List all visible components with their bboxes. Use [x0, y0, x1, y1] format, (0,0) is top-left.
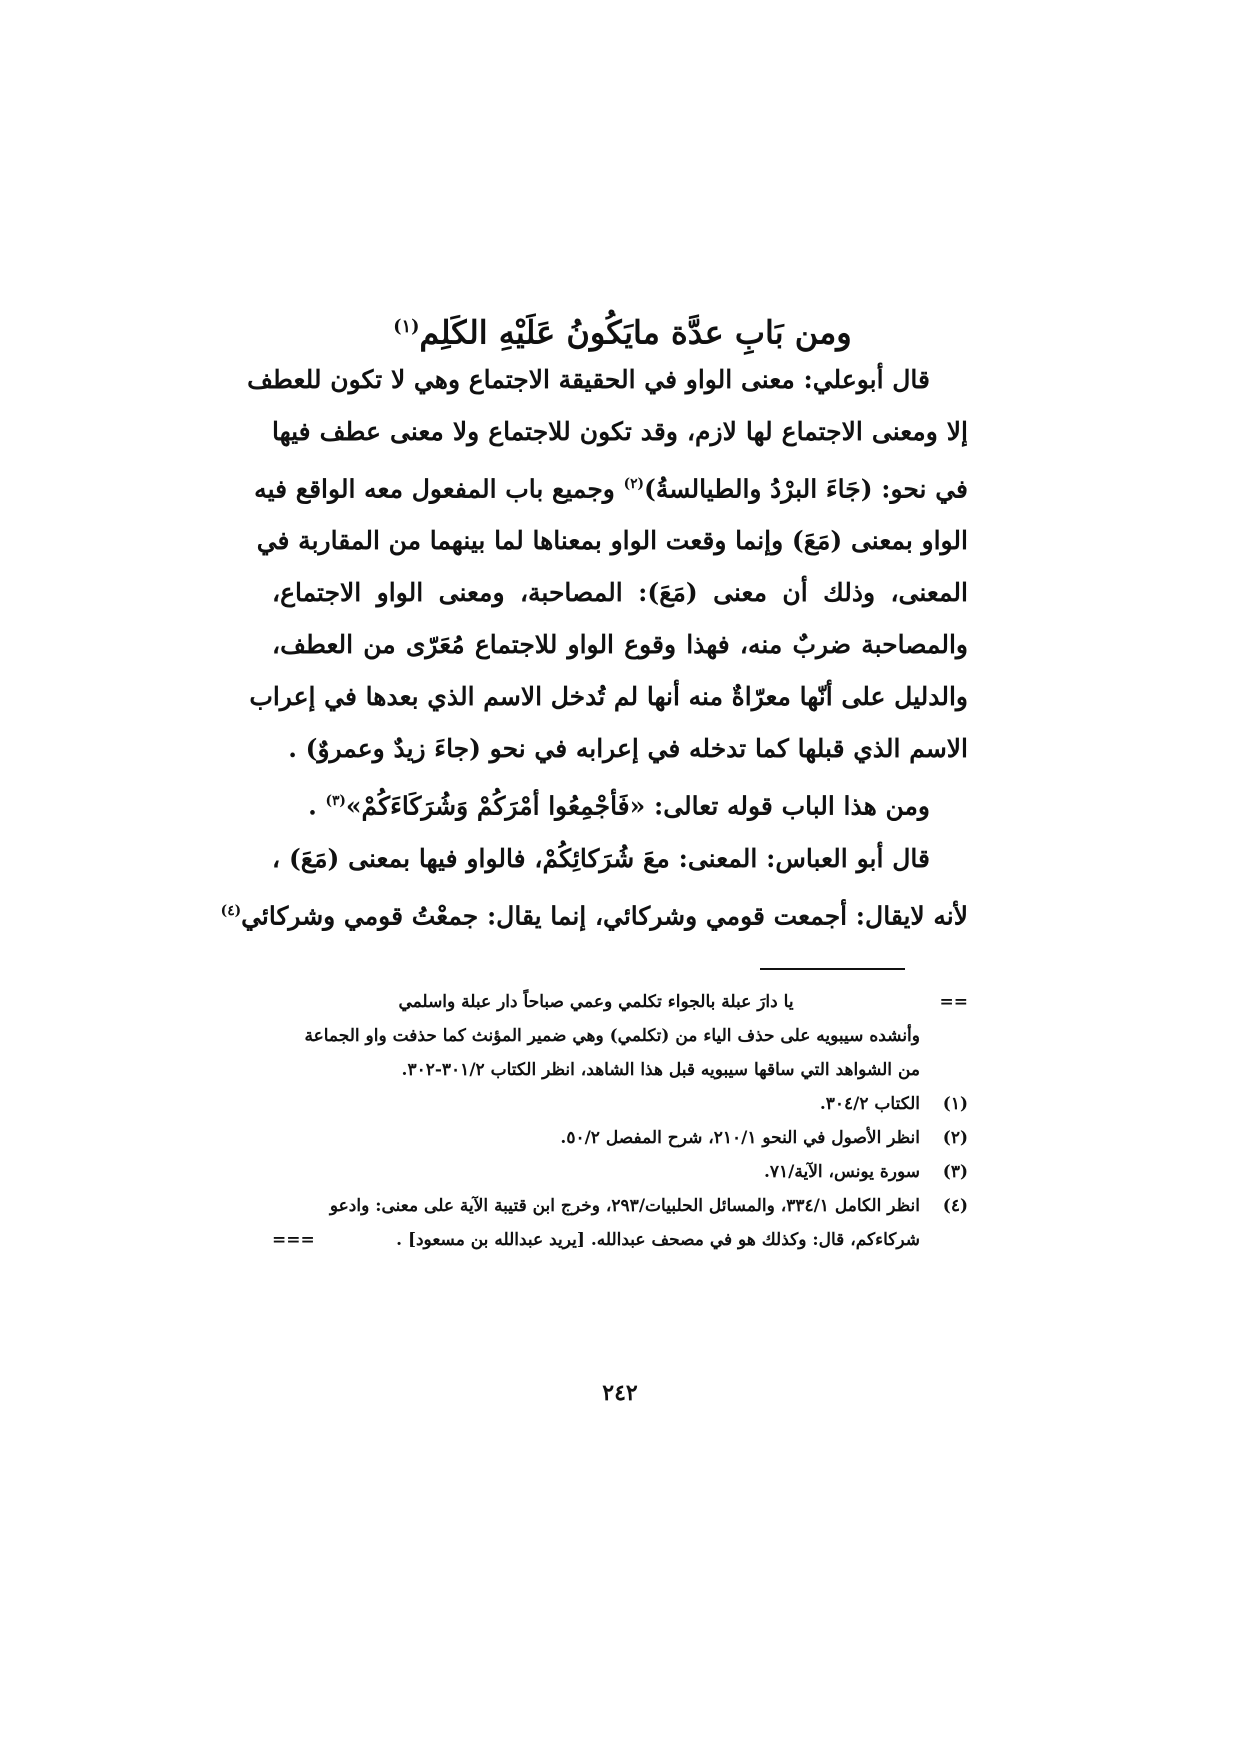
footnote-ref-1: (١) [393, 316, 420, 337]
footnote-verse: يا دارَ عبلة بالجواء تكلمي وعمي صباحاً دار عبلة واسلمي [398, 992, 794, 1012]
body-line-9 [272, 775, 968, 832]
footnote-ref-3: (٣) [325, 793, 346, 810]
footnote-ref-2: (٢) [623, 476, 644, 492]
body-line-3-part-b: وجميع باب المفعول معه الواقع فيه [254, 474, 624, 504]
body-line-11-text: لأنه لايقال: أجمعت قومي وشركائي، إنما يقال: جمعْتُ قومي وشركائي [241, 900, 968, 930]
footnote-2 [272, 1121, 968, 1155]
body-line-11 [220, 885, 968, 942]
footnote-1-text: الكتاب ٣٠٤/٢. [819, 1094, 920, 1114]
footnote-ref-4: (٤) [220, 902, 242, 919]
footnotes [272, 985, 968, 1257]
footnote-1 [272, 1087, 968, 1121]
body-line-2: إلا ومعنى الاجتماع لها لازم، وقد تكون للاجتماع ولا معنى عطف فيها [272, 417, 968, 446]
quran-quote: ومن هذا الباب قوله تعالى: «فَأجْمِعُوا أمْرَكُمْ وَشُرَكَاءَكُمْ» [345, 791, 930, 821]
page-number: ٢٤٢ [602, 1380, 638, 1406]
footnote-continuation-text-2: من الشواهد التي ساقها سيبويه قبل هذا الشاهد، انظر الكتاب ٣٠١/٢-٣٠٢. [401, 1060, 920, 1080]
footnote-3-text: سورة يونس، الآية/٧١. [763, 1162, 920, 1182]
body-line-10: قال أبو العباس: المعنى: معَ شُرَكائِكُمْ، فالواو فيها بمعنى (مَعَ) ، [272, 843, 930, 873]
continuation-mark: == [939, 992, 968, 1012]
footnote-continuation-2 [272, 1053, 968, 1087]
footnote-4-text: انظر الكامل ٣٣٤/١، والمسائل الحلبيات/٢٩٣، وخرج ابن قتيبة الآية على معنى: وادعو [329, 1196, 920, 1216]
chapter-title [280, 302, 965, 358]
footnote-1-mark: (١) [942, 1094, 968, 1114]
body-line-3-part-a: في نحو: (جَاءَ البرْدُ والطيالسةُ) [644, 474, 968, 504]
body-line-3 [254, 458, 968, 515]
footnote-2-mark: (٢) [942, 1128, 968, 1148]
footnote-2-text: انظر الأصول في النحو ٢١٠/١، شرح المفصل ٥٠/٢. [560, 1128, 920, 1148]
body-line-1: قال أبوعلي: معنى الواو في الحقيقة الاجتماع وهي لا تكون للعطف [247, 365, 930, 394]
body-line-9-end: . [308, 791, 326, 821]
footnote-4-last-line: شركاءكم، قال: وكذلك هو في مصحف عبدالله. [يريد عبدالله بن مسعود] . [396, 1230, 920, 1250]
footnote-3-mark: (٣) [942, 1162, 968, 1182]
footnote-4 [272, 1189, 968, 1223]
footnote-continuation-1 [272, 1019, 968, 1053]
body-text [220, 354, 968, 942]
body-line-5: المعنى، وذلك أن معنى (مَعَ): المصاحبة، ومعنى الواو الاجتماع، [272, 578, 968, 608]
body-line-6: والمصاحبة ضربٌ منه، فهذا وقوع الواو للاجتماع مُعَرّى من العطف، [272, 630, 968, 660]
footnote-continuation-text-1: وأنشده سيبويه على حذف الياء من (تكلمي) وهي ضمير المؤنث كما حذفت واو الجماعة [304, 1026, 920, 1046]
footnote-4-mark: (٤) [942, 1196, 968, 1216]
footnote-3 [272, 1155, 968, 1189]
continues-next-page-mark: === [272, 1230, 315, 1250]
footnote-4-continuation [272, 1223, 968, 1257]
footnote-separator [760, 968, 905, 970]
body-line-4: الواو بمعنى (مَعَ) وإنما وقعت الواو بمعناها لما بينهما من المقاربة في [256, 526, 968, 556]
body-line-8: الاسم الذي قبلها كما تدخله في إعرابه في نحو (جاءَ زيدٌ وعمروٌ) . [288, 734, 968, 764]
footnote-verse-row [272, 985, 968, 1019]
chapter-title-text: ومن بَابِ عدَّة مايَكُونُ عَلَيْهِ الكَلِم [419, 313, 852, 352]
body-line-7: والدليل على أنّها معرّاةٌ منه أنها لم تُدخل الاسم الذي بعدها في إعراب [249, 682, 968, 712]
